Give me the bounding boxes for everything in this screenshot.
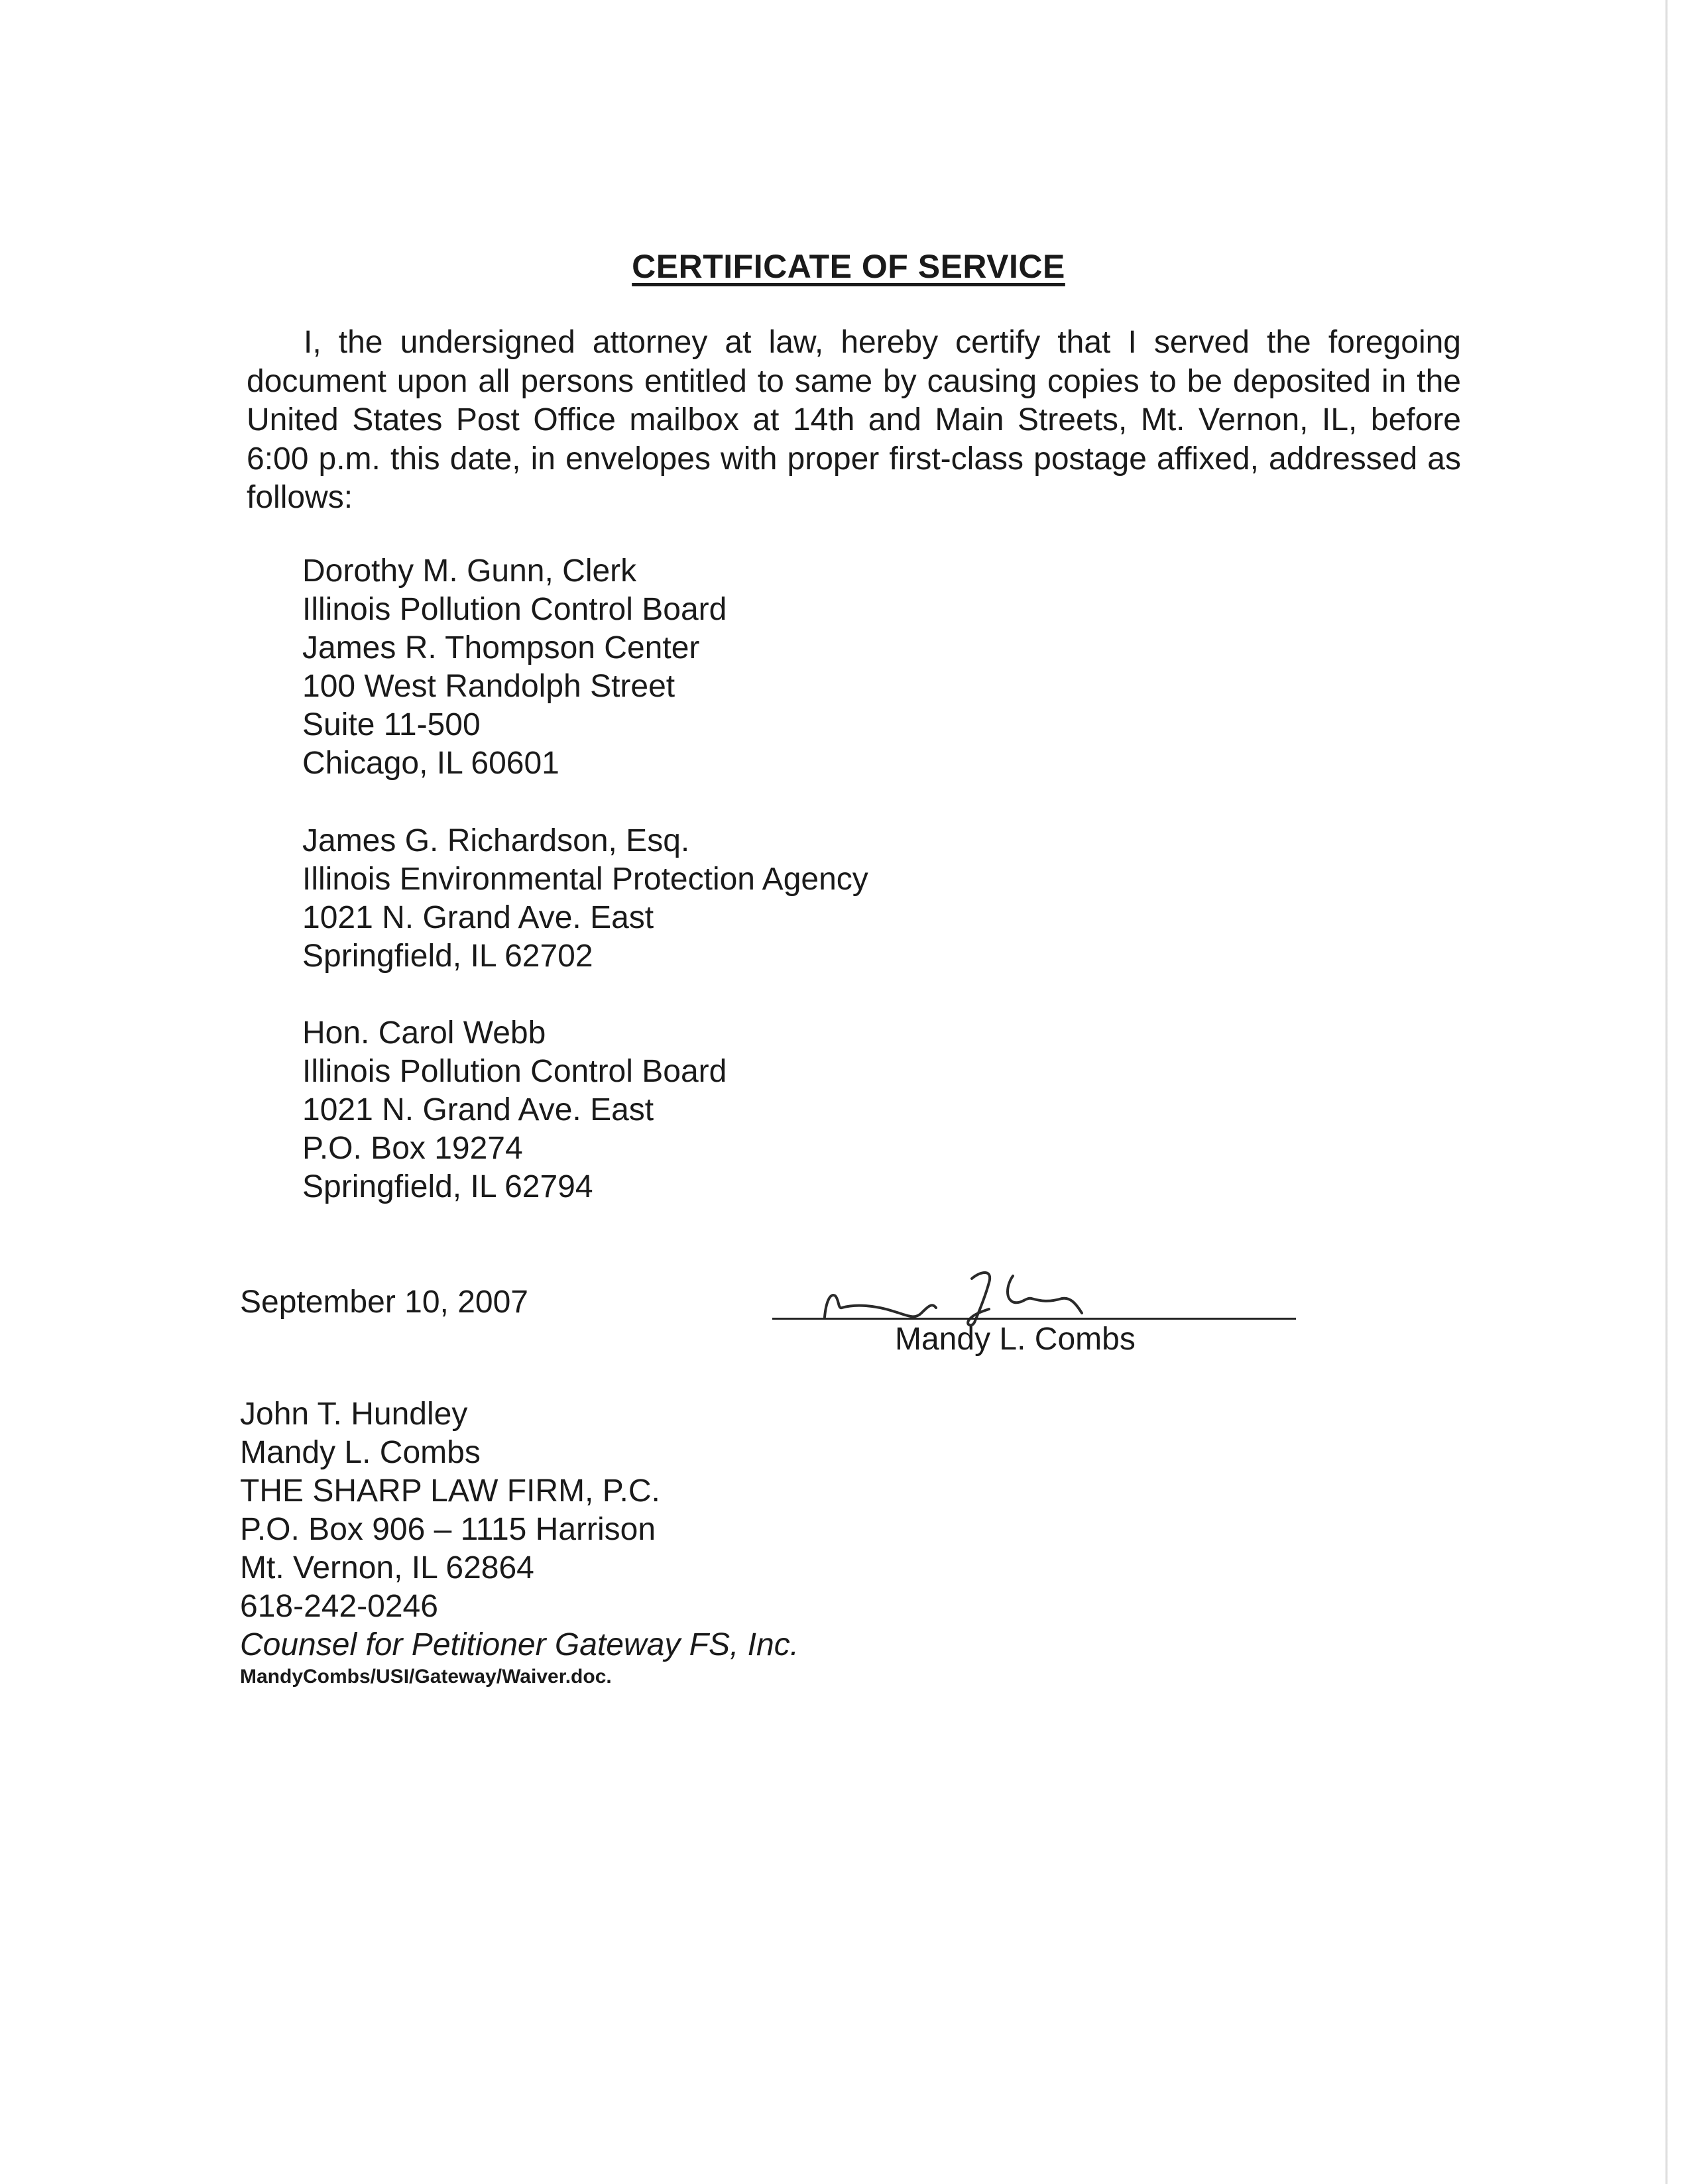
firm-line: 618-242-0246 <box>240 1589 438 1624</box>
address-line: Chicago, IL 60601 <box>302 746 559 781</box>
document-title: CERTIFICATE OF SERVICE <box>632 248 1065 285</box>
law-firm-block <box>240 1395 799 1664</box>
firm-line: THE SHARP LAW FIRM, P.C. <box>240 1473 660 1509</box>
scan-edge <box>1665 0 1668 2184</box>
address-line: Springfield, IL 62702 <box>302 939 593 974</box>
address-block-hearing-officer <box>302 1014 727 1206</box>
service-date: September 10, 2007 <box>240 1285 528 1320</box>
certification-paragraph: I, the undersigned attorney at law, hereby certify that I served the foregoing document upon all persons entitled to same by causing copies to be deposited in the United States Post Office mailbox at 14th and Main Streets, Mt. Vernon, IL, before 6:00 p.m. this date, in envelopes with proper first-class postage affixed, addressed as follows: <box>247 325 1461 515</box>
address-line: 1021 N. Grand Ave. East <box>302 900 654 935</box>
address-line: 100 West Randolph Street <box>302 669 675 704</box>
signatory-name: Mandy L. Combs <box>895 1322 1136 1357</box>
address-line: Suite 11-500 <box>302 707 481 742</box>
address-line: 1021 N. Grand Ave. East <box>302 1092 654 1127</box>
address-line: Illinois Pollution Control Board <box>302 592 727 627</box>
address-line: Illinois Environmental Protection Agency <box>302 862 868 897</box>
counsel-designation: Counsel for Petitioner Gateway FS, Inc. <box>240 1627 799 1662</box>
address-line: P.O. Box 19274 <box>302 1131 523 1166</box>
firm-line: Mandy L. Combs <box>240 1435 481 1470</box>
address-line: Hon. Carol Webb <box>302 1015 546 1051</box>
firm-line: P.O. Box 906 – 1115 Harrison <box>240 1512 656 1547</box>
firm-line: John T. Hundley <box>240 1397 468 1432</box>
signature-line <box>772 1318 1296 1320</box>
address-line: Illinois Pollution Control Board <box>302 1054 727 1089</box>
address-line: James R. Thompson Center <box>302 630 700 665</box>
address-line: Dorothy M. Gunn, Clerk <box>302 553 637 589</box>
firm-line: Mt. Vernon, IL 62864 <box>240 1550 534 1585</box>
address-line: Springfield, IL 62794 <box>302 1169 593 1204</box>
address-block-clerk <box>302 552 727 783</box>
address-line: James G. Richardson, Esq. <box>302 823 690 858</box>
file-reference: MandyCombs/USI/Gateway/Waiver.doc. <box>240 1666 612 1688</box>
address-block-epa <box>302 822 868 976</box>
